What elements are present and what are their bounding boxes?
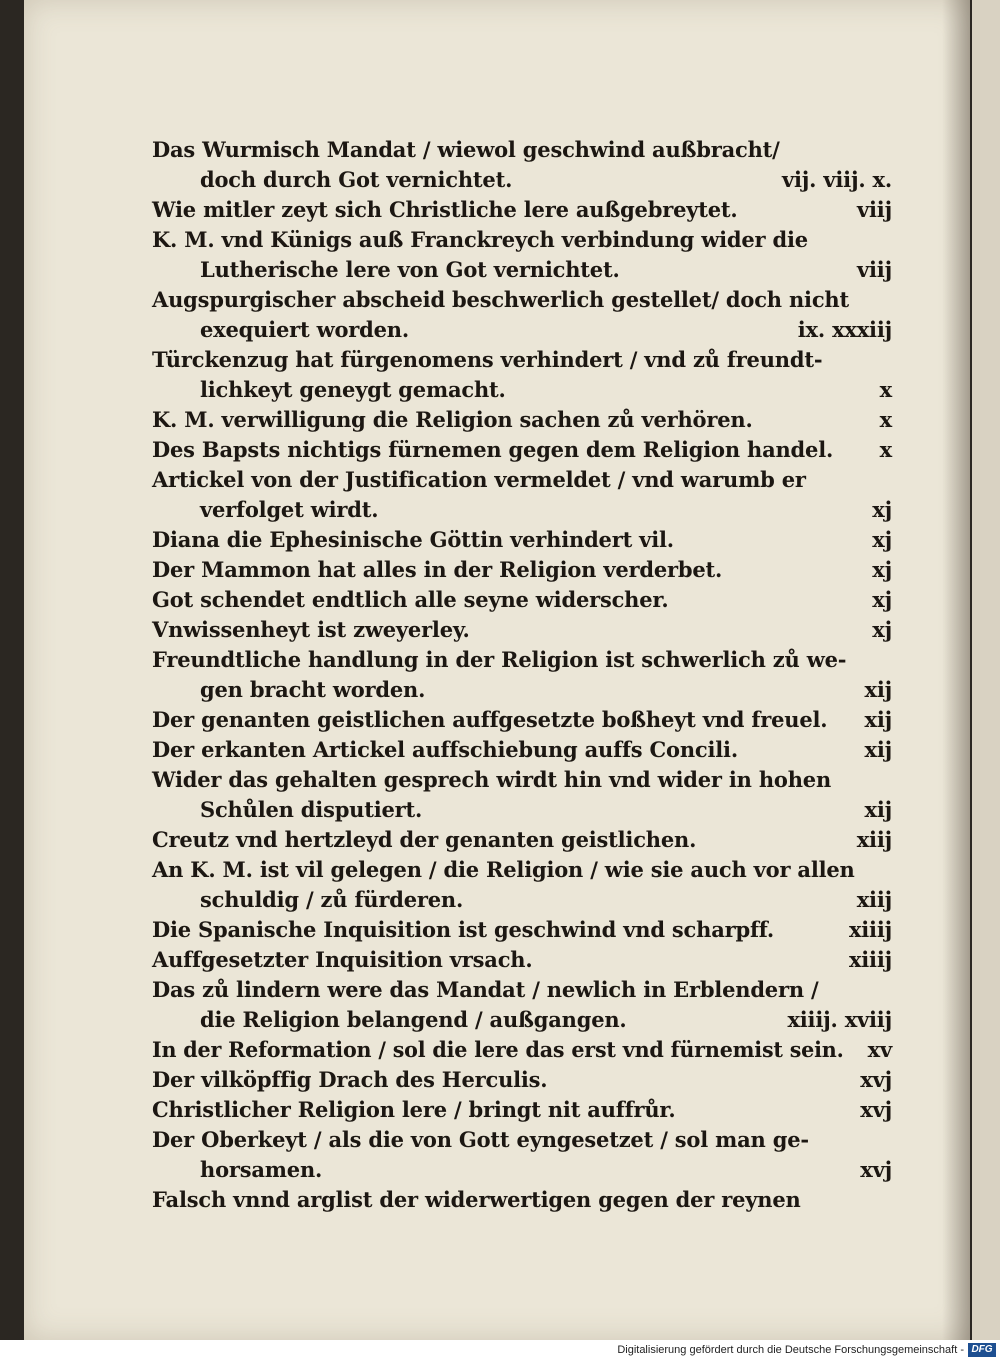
entry-text: gen bracht worden.: [200, 677, 426, 702]
index-entry: [152, 225, 892, 255]
index-entry: [152, 1185, 892, 1215]
dfg-logo-text: DFG: [971, 1344, 993, 1355]
entry-text: exequiert worden.: [200, 317, 409, 342]
index-entry: [152, 555, 892, 585]
index-entry: [152, 1065, 892, 1095]
index-entry: [152, 645, 892, 675]
index-entry: [200, 1005, 892, 1035]
entry-text: Das zů lindern were das Mandat / newlich in Erblendern /: [152, 977, 819, 1002]
entry-page-ref: xiiij. xviij: [787, 1007, 892, 1032]
entry-text: Christlicher Religion lere / bringt nit auffrůr.: [152, 1097, 676, 1122]
entry-text: Augspurgischer abscheid beschwerlich gestellet/ doch nicht: [152, 287, 849, 312]
entry-text: lichkeyt geneygt gemacht.: [200, 377, 506, 402]
entry-page-ref: xj: [872, 497, 892, 522]
index-entry: [152, 855, 892, 885]
entry-text: Türckenzug hat fürgenomens verhindert / vnd zů freundt-: [152, 347, 823, 372]
entry-page-ref: vij. viij. x.: [781, 167, 892, 192]
entry-page-ref: viij: [857, 197, 892, 222]
entry-text: horsamen.: [200, 1157, 323, 1182]
index-entry: [152, 345, 892, 375]
index-entry: [152, 705, 892, 735]
entry-text: K. M. vnd Künigs auß Franckreych verbindung wider die: [152, 227, 808, 252]
index-entry: [200, 375, 892, 405]
index-entry: [152, 465, 892, 495]
index-entry: [200, 1155, 892, 1185]
entry-text: Der vilköpffig Drach des Herculis.: [152, 1067, 548, 1092]
entry-page-ref: x: [879, 407, 892, 432]
index-entry: [152, 585, 892, 615]
entry-text: Schůlen disputiert.: [200, 797, 423, 822]
entry-text: Got schendet endtlich alle seyne widerscher.: [152, 587, 669, 612]
entry-text: Des Bapsts nichtigs fürnemen gegen dem Religion handel.: [152, 437, 834, 462]
entry-text: Der genanten geistlichen auffgesetzte boßheyt vnd freuel.: [152, 707, 828, 732]
index-entry: [200, 795, 892, 825]
index-entry: [152, 1125, 892, 1155]
entry-page-ref: x: [879, 437, 892, 462]
entry-text: Der erkanten Artickel auffschiebung auffs Concili.: [152, 737, 738, 762]
entry-page-ref: xvj: [860, 1157, 892, 1182]
entry-page-ref: xiij: [856, 887, 892, 912]
entry-text: Wider das gehalten gesprech wirdt hin vnd wider in hohen: [152, 767, 832, 792]
entry-text: K. M. verwilligung die Religion sachen zů verhören.: [152, 407, 753, 432]
index-entry: [152, 765, 892, 795]
index-entry: [152, 1095, 892, 1125]
page-spine-shadow: [942, 0, 970, 1340]
index-entry: [152, 525, 892, 555]
entry-page-ref: xvj: [860, 1097, 892, 1122]
entry-text: Freundtliche handlung in der Religion ist schwerlich zů we-: [152, 647, 847, 672]
entry-text: die Religion belangend / außgangen.: [200, 1007, 627, 1032]
entry-page-ref: xij: [864, 677, 892, 702]
entry-text: Creutz vnd hertzleyd der genanten geistlichen.: [152, 827, 697, 852]
index-entry: [152, 135, 892, 165]
index-entry: [200, 315, 892, 345]
index-entry: [152, 735, 892, 765]
entry-page-ref: xvj: [860, 1067, 892, 1092]
entry-page-ref: xj: [872, 557, 892, 582]
index-entry: [152, 1035, 892, 1065]
entry-page-ref: viij: [857, 257, 892, 282]
index-entry: [200, 495, 892, 525]
facing-page-edge: [972, 0, 1000, 1340]
entry-page-ref: x: [879, 377, 892, 402]
entry-page-ref: xiiij: [848, 947, 892, 972]
entry-page-ref: xiij: [856, 827, 892, 852]
index-entry: [152, 915, 892, 945]
index-entry: [152, 195, 892, 225]
entry-text: Falsch vnnd arglist der widerwertigen gegen der reynen: [152, 1187, 801, 1212]
entry-page-ref: ix. xxxiij: [797, 317, 892, 342]
entry-text: In der Reformation / sol die lere das erst vnd fürnemist sein.: [152, 1037, 844, 1062]
entry-page-ref: xv: [867, 1037, 892, 1062]
index-entry: [152, 975, 892, 1005]
entry-text: Das Wurmisch Mandat / wiewol geschwind außbracht/: [152, 137, 780, 162]
entry-text: Vnwissenheyt ist zweyerley.: [152, 617, 470, 642]
index-entry: [200, 255, 892, 285]
entry-text: Wie mitler zeyt sich Christliche lere außgebreytet.: [152, 197, 738, 222]
index-entry: [200, 165, 892, 195]
index-entry: [152, 825, 892, 855]
entry-text: Auffgesetzter Inquisition vrsach.: [152, 947, 533, 972]
entry-text: schuldig / zů fürderen.: [200, 887, 464, 912]
entry-text: Der Mammon hat alles in der Religion verderbet.: [152, 557, 723, 582]
index-entry: [200, 675, 892, 705]
entry-page-ref: xj: [872, 617, 892, 642]
entry-page-ref: xj: [872, 587, 892, 612]
entry-text: Die Spanische Inquisition ist geschwind vnd scharpff.: [152, 917, 774, 942]
dfg-logo: [968, 1343, 996, 1357]
entry-page-ref: xij: [864, 707, 892, 732]
entry-page-ref: xj: [872, 527, 892, 552]
entry-page-ref: xiiij: [848, 917, 892, 942]
index-entry: [152, 945, 892, 975]
entry-text: doch durch Got vernichtet.: [200, 167, 513, 192]
entry-text: Artickel von der Justification vermeldet / vnd warumb er: [152, 467, 806, 492]
index-entry: [200, 885, 892, 915]
index-entry: [152, 405, 892, 435]
entry-text: verfolget wirdt.: [200, 497, 379, 522]
index-entry: [152, 435, 892, 465]
entry-text: Der Oberkeyt / als die von Gott eyngesetzet / sol man ge-: [152, 1127, 809, 1152]
entry-text: Diana die Ephesinische Göttin verhindert vil.: [152, 527, 674, 552]
entry-page-ref: xij: [864, 797, 892, 822]
index-entry: [152, 285, 892, 315]
dfg-credit-text: Digitalisierung gefördert durch die Deutsche Forschungsgemeinschaft -: [617, 1344, 964, 1356]
entry-page-ref: xij: [864, 737, 892, 762]
entry-text: An K. M. ist vil gelegen / die Religion / wie sie auch vor allen: [152, 857, 855, 882]
entry-text: Lutherische lere von Got vernichtet.: [200, 257, 620, 282]
index-entry: [152, 615, 892, 645]
